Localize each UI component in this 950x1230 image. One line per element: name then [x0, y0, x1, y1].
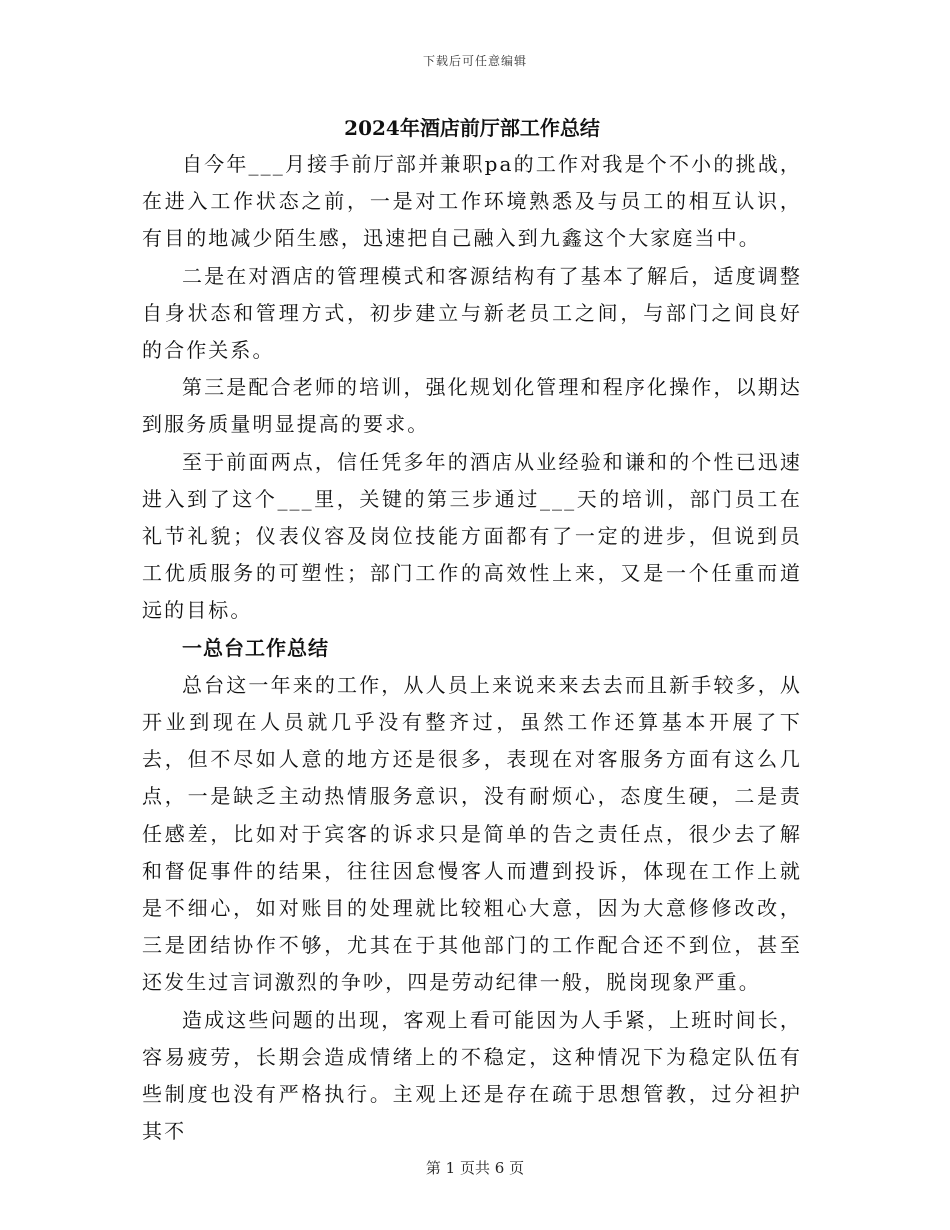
section-paragraph-2: 造成这些问题的出现，客观上看可能因为人手紧，上班时间长，容易疲劳，长期会造成情绪上的不稳定，这种情况下为稳定队伍有些制度也没有严格执行。主观上还是存在疏于思想管教，过分袒护其不 — [142, 1007, 802, 1144]
page-number: 第 1 页共 6 页 — [425, 1159, 525, 1177]
paragraph-1: 自今年___月接手前厅部并兼职pa的工作对我是个不小的挑战，在进入工作状态之前，一是对工作环境熟悉及与员工的相互认识，有目的地减少陌生感，迅速把自己融入到九鑫这个大家庭当中。 — [142, 152, 802, 251]
section-heading: 一总台工作总结 — [182, 635, 329, 660]
document-title: 2024年酒店前厅部工作总结 — [344, 116, 600, 140]
header-note: 下载后可任意编辑 — [422, 54, 527, 68]
paragraph-2: 二是在对酒店的管理模式和客源结构有了基本了解后，适度调整自身状态和管理方式，初步建立与新老员工之间，与部门之间良好的合作关系。 — [142, 263, 802, 363]
section-paragraph-1: 总台这一年来的工作，从人员上来说来来去去而且新手较多，从开业到现在人员就几乎没有整齐过，虽然工作还算基本开展了下去，但不尽如人意的地方还是很多，表现在对客服务方面有这么几点，一是缺乏主动热情服务意识，没有耐烦心，态度生硬，二是责任感差，比如对于宾客的诉求只是简单的告之责任点，很少去了解和督促事件的结果，往往因怠慢客人而遭到投诉，体现在工作上就是不细心，如对账目的处理就比较粗心大意，因为大意修修改改，三是团结协作不够，尤其在于其他部门的工作配合还不到位，甚至还发生过言词激烈的争吵，四是劳动纪律一般，脱岗现象严重。 — [142, 672, 802, 995]
paragraph-3: 第三是配合老师的培训，强化规划化管理和程序化操作，以期达到服务质量明显提高的要求。 — [142, 375, 802, 437]
paragraph-4: 至于前面两点，信任凭多年的酒店从业经验和谦和的个性已迅速进入到了这个___里，关键的第三步通过___天的培训，部门员工在礼节礼貌；仪表仪容及岗位技能方面都有了一定的进步，但说到员工优质服务的可塑性；部门工作的高效性上来，又是一个任重而道远的目标。 — [142, 449, 802, 623]
document-body — [142, 110, 802, 1150]
